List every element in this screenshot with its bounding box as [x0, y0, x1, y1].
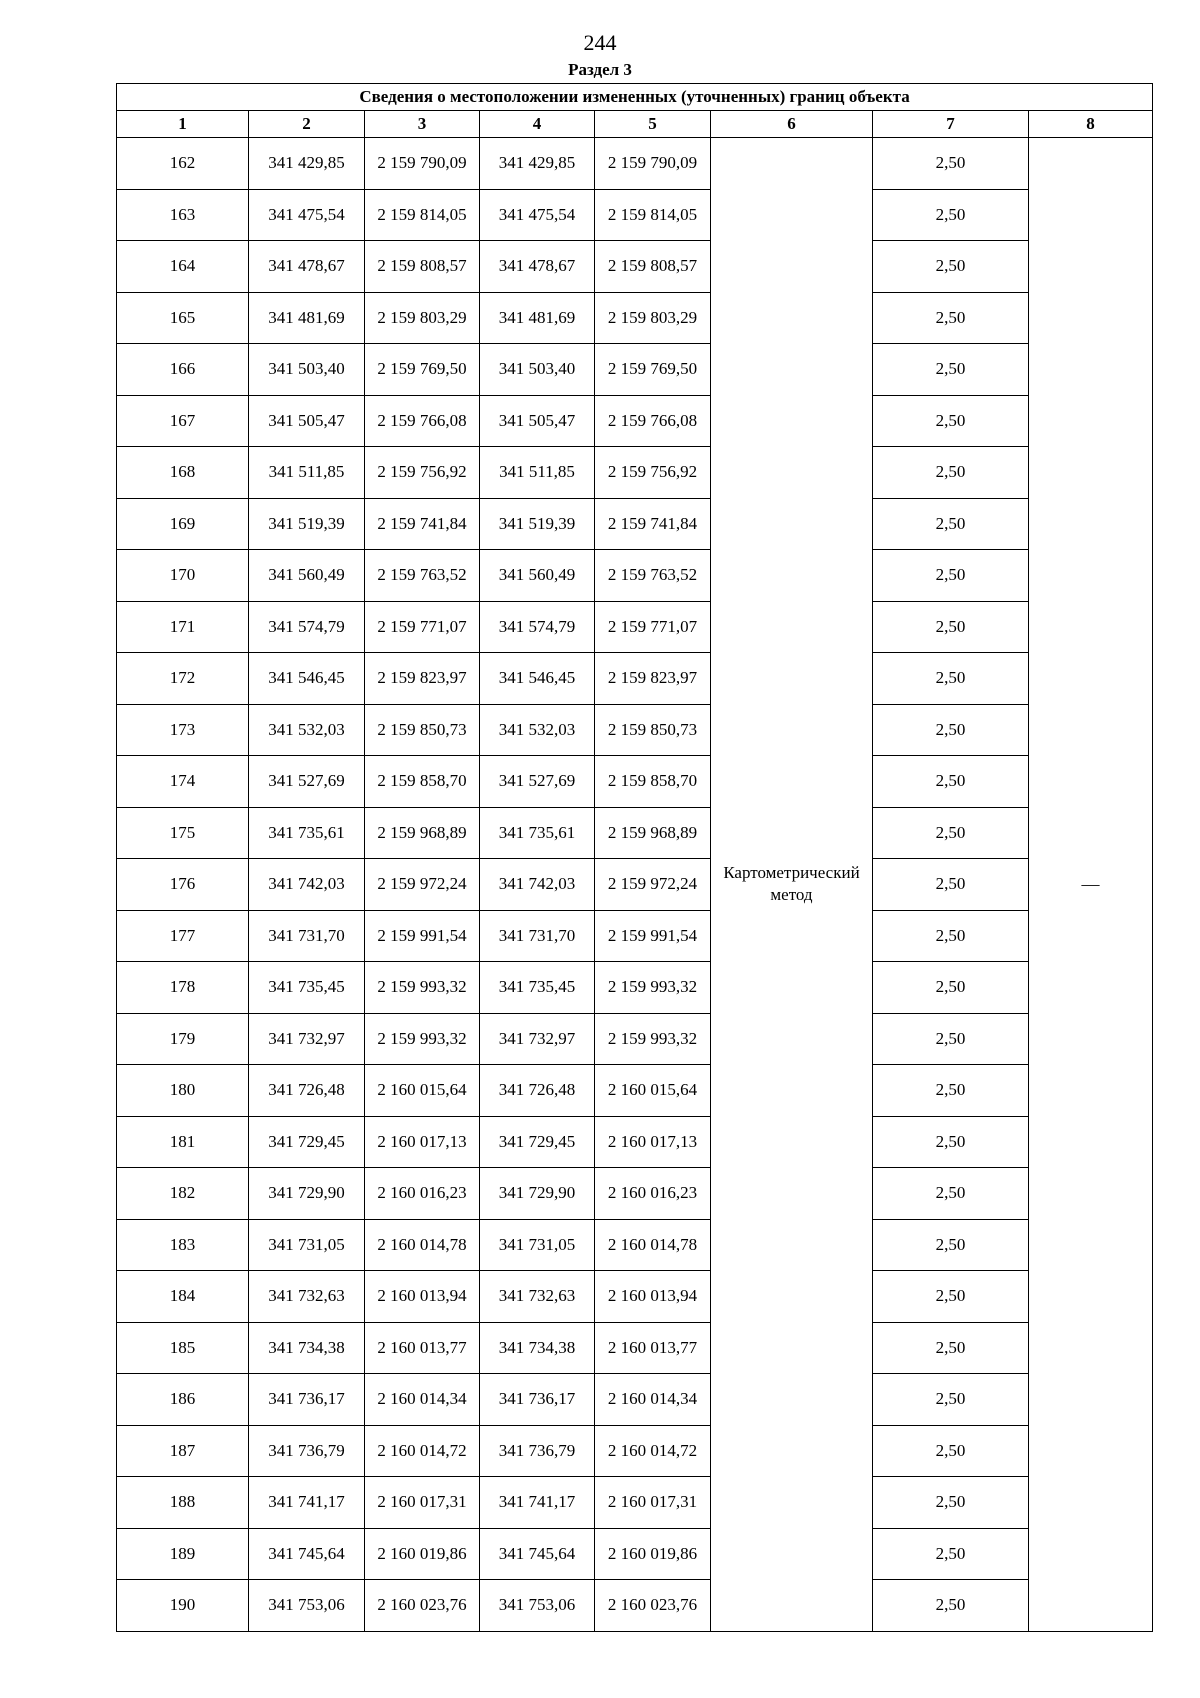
- y-existing-cell: 2 159 808,57: [365, 241, 480, 293]
- accuracy-cell: 2,50: [873, 1580, 1029, 1632]
- point-number-cell: 173: [117, 704, 249, 756]
- y-refined-cell: 2 159 968,89: [595, 807, 711, 859]
- table-row: [117, 601, 1153, 653]
- accuracy-cell: 2,50: [873, 498, 1029, 550]
- point-number-cell: 178: [117, 962, 249, 1014]
- point-number-cell: 185: [117, 1322, 249, 1374]
- x-refined-cell: 341 560,49: [480, 550, 595, 602]
- y-existing-cell: 2 160 014,78: [365, 1219, 480, 1271]
- x-refined-cell: 341 729,90: [480, 1168, 595, 1220]
- accuracy-cell: 2,50: [873, 962, 1029, 1014]
- section-title: Раздел 3: [568, 60, 632, 79]
- x-refined-cell: 341 745,64: [480, 1528, 595, 1580]
- y-refined-cell: 2 159 823,97: [595, 653, 711, 705]
- accuracy-cell: 2,50: [873, 756, 1029, 808]
- y-existing-cell: 2 159 741,84: [365, 498, 480, 550]
- accuracy-cell: 2,50: [873, 653, 1029, 705]
- y-refined-cell: 2 160 016,23: [595, 1168, 711, 1220]
- table-row: [117, 1065, 1153, 1117]
- point-number-cell: 168: [117, 447, 249, 499]
- x-existing-cell: 341 731,05: [249, 1219, 365, 1271]
- table-row: [117, 859, 1153, 911]
- table-row: [117, 1168, 1153, 1220]
- x-refined-cell: 341 478,67: [480, 241, 595, 293]
- x-refined-cell: 341 734,38: [480, 1322, 595, 1374]
- y-refined-cell: 2 159 972,24: [595, 859, 711, 911]
- y-refined-cell: 2 159 790,09: [595, 138, 711, 190]
- column-number-4: 4: [480, 111, 595, 138]
- x-refined-cell: 341 735,45: [480, 962, 595, 1014]
- x-refined-cell: 341 481,69: [480, 292, 595, 344]
- point-number-cell: 184: [117, 1271, 249, 1323]
- accuracy-cell: 2,50: [873, 1528, 1029, 1580]
- y-existing-cell: 2 160 017,31: [365, 1477, 480, 1529]
- x-existing-cell: 341 527,69: [249, 756, 365, 808]
- x-refined-cell: 341 475,54: [480, 189, 595, 241]
- point-number-cell: 179: [117, 1013, 249, 1065]
- point-number-cell: 166: [117, 344, 249, 396]
- x-existing-cell: 341 736,79: [249, 1425, 365, 1477]
- column8-cell: —: [1029, 138, 1153, 1632]
- accuracy-cell: 2,50: [873, 1116, 1029, 1168]
- table-row: [117, 807, 1153, 859]
- y-refined-cell: 2 159 991,54: [595, 910, 711, 962]
- accuracy-cell: 2,50: [873, 395, 1029, 447]
- x-existing-cell: 341 726,48: [249, 1065, 365, 1117]
- point-number-cell: 188: [117, 1477, 249, 1529]
- accuracy-cell: 2,50: [873, 910, 1029, 962]
- point-number-cell: 171: [117, 601, 249, 653]
- x-refined-cell: 341 735,61: [480, 807, 595, 859]
- y-existing-cell: 2 160 014,34: [365, 1374, 480, 1426]
- y-existing-cell: 2 160 023,76: [365, 1580, 480, 1632]
- x-refined-cell: 341 753,06: [480, 1580, 595, 1632]
- point-number-cell: 172: [117, 653, 249, 705]
- point-number-cell: 187: [117, 1425, 249, 1477]
- y-refined-cell: 2 159 766,08: [595, 395, 711, 447]
- table-row: [117, 1013, 1153, 1065]
- accuracy-cell: 2,50: [873, 1322, 1029, 1374]
- point-number-cell: 167: [117, 395, 249, 447]
- point-number-cell: 174: [117, 756, 249, 808]
- x-existing-cell: 341 732,63: [249, 1271, 365, 1323]
- x-refined-cell: 341 731,70: [480, 910, 595, 962]
- column-number-6: 6: [711, 111, 873, 138]
- y-existing-cell: 2 159 766,08: [365, 395, 480, 447]
- accuracy-cell: 2,50: [873, 138, 1029, 190]
- y-existing-cell: 2 160 017,13: [365, 1116, 480, 1168]
- y-refined-cell: 2 160 014,78: [595, 1219, 711, 1271]
- table-row: [117, 1580, 1153, 1632]
- x-existing-cell: 341 505,47: [249, 395, 365, 447]
- y-existing-cell: 2 159 991,54: [365, 910, 480, 962]
- x-existing-cell: 341 745,64: [249, 1528, 365, 1580]
- point-number-cell: 186: [117, 1374, 249, 1426]
- accuracy-cell: 2,50: [873, 601, 1029, 653]
- y-existing-cell: 2 159 993,32: [365, 962, 480, 1014]
- x-refined-cell: 341 731,05: [480, 1219, 595, 1271]
- x-existing-cell: 341 429,85: [249, 138, 365, 190]
- x-refined-cell: 341 726,48: [480, 1065, 595, 1117]
- y-existing-cell: 2 159 823,97: [365, 653, 480, 705]
- x-existing-cell: 341 478,67: [249, 241, 365, 293]
- y-existing-cell: 2 159 850,73: [365, 704, 480, 756]
- x-refined-cell: 341 503,40: [480, 344, 595, 396]
- table-row: [117, 704, 1153, 756]
- accuracy-cell: 2,50: [873, 1013, 1029, 1065]
- y-refined-cell: 2 159 814,05: [595, 189, 711, 241]
- x-refined-cell: 341 574,79: [480, 601, 595, 653]
- column-number-1: 1: [117, 111, 249, 138]
- table-row: [117, 292, 1153, 344]
- x-refined-cell: 341 527,69: [480, 756, 595, 808]
- y-refined-cell: 2 160 017,31: [595, 1477, 711, 1529]
- x-existing-cell: 341 736,17: [249, 1374, 365, 1426]
- y-existing-cell: 2 160 014,72: [365, 1425, 480, 1477]
- accuracy-cell: 2,50: [873, 1219, 1029, 1271]
- y-existing-cell: 2 159 803,29: [365, 292, 480, 344]
- x-refined-cell: 341 505,47: [480, 395, 595, 447]
- page-number: 244: [583, 30, 617, 55]
- point-number-cell: 165: [117, 292, 249, 344]
- y-refined-cell: 2 159 858,70: [595, 756, 711, 808]
- x-refined-cell: 341 729,45: [480, 1116, 595, 1168]
- accuracy-cell: 2,50: [873, 344, 1029, 396]
- y-refined-cell: 2 159 741,84: [595, 498, 711, 550]
- y-existing-cell: 2 159 993,32: [365, 1013, 480, 1065]
- x-existing-cell: 341 732,97: [249, 1013, 365, 1065]
- x-refined-cell: 341 732,97: [480, 1013, 595, 1065]
- column-number-7: 7: [873, 111, 1029, 138]
- accuracy-cell: 2,50: [873, 1271, 1029, 1323]
- y-refined-cell: 2 160 015,64: [595, 1065, 711, 1117]
- y-refined-cell: 2 160 013,94: [595, 1271, 711, 1323]
- table-row: [117, 756, 1153, 808]
- y-existing-cell: 2 160 015,64: [365, 1065, 480, 1117]
- x-existing-cell: 341 560,49: [249, 550, 365, 602]
- accuracy-cell: 2,50: [873, 1374, 1029, 1426]
- table-row: [117, 1425, 1153, 1477]
- x-refined-cell: 341 742,03: [480, 859, 595, 911]
- y-existing-cell: 2 159 972,24: [365, 859, 480, 911]
- y-refined-cell: 2 159 771,07: [595, 601, 711, 653]
- y-refined-cell: 2 159 769,50: [595, 344, 711, 396]
- point-number-cell: 170: [117, 550, 249, 602]
- point-number-cell: 175: [117, 807, 249, 859]
- y-existing-cell: 2 159 814,05: [365, 189, 480, 241]
- point-number-cell: 169: [117, 498, 249, 550]
- column-number-8: 8: [1029, 111, 1153, 138]
- y-existing-cell: 2 159 769,50: [365, 344, 480, 396]
- table-row: [117, 653, 1153, 705]
- x-refined-cell: 341 736,17: [480, 1374, 595, 1426]
- x-existing-cell: 341 546,45: [249, 653, 365, 705]
- x-refined-cell: 341 546,45: [480, 653, 595, 705]
- y-refined-cell: 2 160 023,76: [595, 1580, 711, 1632]
- point-number-cell: 180: [117, 1065, 249, 1117]
- x-existing-cell: 341 475,54: [249, 189, 365, 241]
- x-existing-cell: 341 503,40: [249, 344, 365, 396]
- x-existing-cell: 341 753,06: [249, 1580, 365, 1632]
- x-existing-cell: 341 729,90: [249, 1168, 365, 1220]
- y-refined-cell: 2 159 763,52: [595, 550, 711, 602]
- table-row: [117, 1271, 1153, 1323]
- accuracy-cell: 2,50: [873, 447, 1029, 499]
- x-existing-cell: 341 729,45: [249, 1116, 365, 1168]
- accuracy-cell: 2,50: [873, 704, 1029, 756]
- x-existing-cell: 341 742,03: [249, 859, 365, 911]
- x-refined-cell: 341 532,03: [480, 704, 595, 756]
- x-existing-cell: 341 741,17: [249, 1477, 365, 1529]
- point-number-cell: 176: [117, 859, 249, 911]
- y-refined-cell: 2 160 014,34: [595, 1374, 711, 1426]
- x-refined-cell: 341 732,63: [480, 1271, 595, 1323]
- accuracy-cell: 2,50: [873, 1477, 1029, 1529]
- point-number-cell: 183: [117, 1219, 249, 1271]
- table-row: [117, 138, 1153, 190]
- x-existing-cell: 341 511,85: [249, 447, 365, 499]
- table-row: [117, 1219, 1153, 1271]
- y-existing-cell: 2 159 771,07: [365, 601, 480, 653]
- column-number-3: 3: [365, 111, 480, 138]
- accuracy-cell: 2,50: [873, 550, 1029, 602]
- y-existing-cell: 2 159 756,92: [365, 447, 480, 499]
- y-existing-cell: 2 160 019,86: [365, 1528, 480, 1580]
- y-refined-cell: 2 159 756,92: [595, 447, 711, 499]
- y-existing-cell: 2 160 016,23: [365, 1168, 480, 1220]
- table-row: [117, 1116, 1153, 1168]
- table-row: [117, 1477, 1153, 1529]
- column-number-row: [117, 111, 1153, 138]
- table-row: [117, 1528, 1153, 1580]
- accuracy-cell: 2,50: [873, 1065, 1029, 1117]
- table-row: [117, 241, 1153, 293]
- y-refined-cell: 2 160 019,86: [595, 1528, 711, 1580]
- y-refined-cell: 2 160 014,72: [595, 1425, 711, 1477]
- point-number-cell: 162: [117, 138, 249, 190]
- y-refined-cell: 2 160 017,13: [595, 1116, 711, 1168]
- x-existing-cell: 341 735,61: [249, 807, 365, 859]
- table-row: [117, 550, 1153, 602]
- accuracy-cell: 2,50: [873, 1425, 1029, 1477]
- y-existing-cell: 2 159 763,52: [365, 550, 480, 602]
- y-existing-cell: 2 159 968,89: [365, 807, 480, 859]
- y-existing-cell: 2 160 013,77: [365, 1322, 480, 1374]
- y-refined-cell: 2 159 803,29: [595, 292, 711, 344]
- table-row: [117, 962, 1153, 1014]
- accuracy-cell: 2,50: [873, 241, 1029, 293]
- table-caption: Сведения о местоположении измененных (уточненных) границ объекта: [117, 84, 1153, 111]
- table-row: [117, 1374, 1153, 1426]
- x-existing-cell: 341 734,38: [249, 1322, 365, 1374]
- accuracy-cell: 2,50: [873, 859, 1029, 911]
- y-refined-cell: 2 159 993,32: [595, 962, 711, 1014]
- coordinates-table: [116, 83, 1153, 1632]
- x-refined-cell: 341 511,85: [480, 447, 595, 499]
- table-body: [117, 138, 1153, 1632]
- y-refined-cell: 2 159 850,73: [595, 704, 711, 756]
- y-refined-cell: 2 159 993,32: [595, 1013, 711, 1065]
- point-number-cell: 163: [117, 189, 249, 241]
- method-cell: Картометрический метод: [711, 138, 873, 1632]
- accuracy-cell: 2,50: [873, 189, 1029, 241]
- column-number-2: 2: [249, 111, 365, 138]
- point-number-cell: 164: [117, 241, 249, 293]
- y-existing-cell: 2 159 790,09: [365, 138, 480, 190]
- point-number-cell: 190: [117, 1580, 249, 1632]
- x-existing-cell: 341 519,39: [249, 498, 365, 550]
- x-existing-cell: 341 574,79: [249, 601, 365, 653]
- x-refined-cell: 341 736,79: [480, 1425, 595, 1477]
- y-existing-cell: 2 160 013,94: [365, 1271, 480, 1323]
- point-number-cell: 181: [117, 1116, 249, 1168]
- point-number-cell: 189: [117, 1528, 249, 1580]
- x-existing-cell: 341 731,70: [249, 910, 365, 962]
- x-existing-cell: 341 735,45: [249, 962, 365, 1014]
- y-refined-cell: 2 160 013,77: [595, 1322, 711, 1374]
- table-row: [117, 189, 1153, 241]
- table-row: [117, 498, 1153, 550]
- table-row: [117, 1322, 1153, 1374]
- point-number-cell: 182: [117, 1168, 249, 1220]
- y-refined-cell: 2 159 808,57: [595, 241, 711, 293]
- x-refined-cell: 341 741,17: [480, 1477, 595, 1529]
- accuracy-cell: 2,50: [873, 1168, 1029, 1220]
- point-number-cell: 177: [117, 910, 249, 962]
- x-existing-cell: 341 481,69: [249, 292, 365, 344]
- accuracy-cell: 2,50: [873, 292, 1029, 344]
- table-row: [117, 910, 1153, 962]
- table-row: [117, 344, 1153, 396]
- column-number-5: 5: [595, 111, 711, 138]
- x-refined-cell: 341 519,39: [480, 498, 595, 550]
- y-existing-cell: 2 159 858,70: [365, 756, 480, 808]
- x-refined-cell: 341 429,85: [480, 138, 595, 190]
- x-existing-cell: 341 532,03: [249, 704, 365, 756]
- table-row: [117, 395, 1153, 447]
- table-row: [117, 447, 1153, 499]
- accuracy-cell: 2,50: [873, 807, 1029, 859]
